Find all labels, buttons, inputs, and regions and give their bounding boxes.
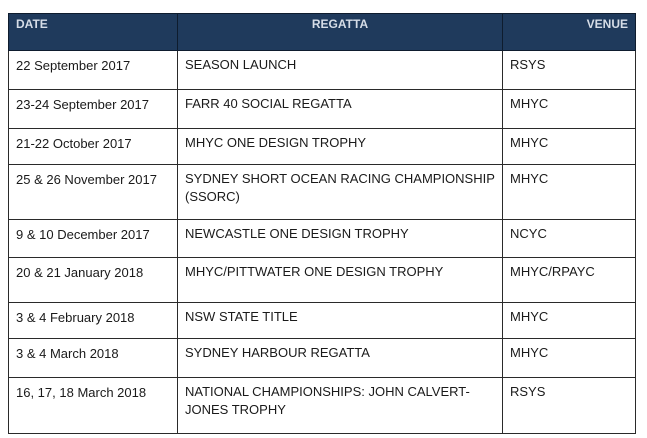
table-row: [9, 339, 636, 378]
cell-venue: MHYC: [503, 129, 636, 165]
cell-regatta: FARR 40 SOCIAL REGATTA: [178, 90, 503, 129]
cell-regatta: SYDNEY HARBOUR REGATTA: [178, 339, 503, 378]
cell-date: 3 & 4 February 2018: [9, 303, 178, 339]
cell-venue: RSYS: [503, 378, 636, 434]
header-date: DATE: [9, 14, 178, 51]
cell-venue: MHYC/RPAYC: [503, 258, 636, 303]
cell-date: 22 September 2017: [9, 51, 178, 90]
cell-venue: MHYC: [503, 303, 636, 339]
cell-venue: NCYC: [503, 220, 636, 258]
table-row: [9, 90, 636, 129]
table-row: [9, 303, 636, 339]
header-row: [9, 14, 636, 51]
cell-regatta: SEASON LAUNCH: [178, 51, 503, 90]
cell-date: 20 & 21 January 2018: [9, 258, 178, 303]
table-row: [9, 129, 636, 165]
table-row: [9, 165, 636, 220]
table-row: [9, 258, 636, 303]
cell-regatta: NATIONAL CHAMPIONSHIPS: JOHN CALVERT-JONES TROPHY: [178, 378, 503, 434]
table-row: [9, 378, 636, 434]
regatta-schedule-table: [8, 13, 636, 434]
cell-date: 3 & 4 March 2018: [9, 339, 178, 378]
table-header: [9, 14, 636, 51]
header-venue: VENUE: [503, 14, 636, 51]
cell-date: 9 & 10 December 2017: [9, 220, 178, 258]
cell-venue: MHYC: [503, 165, 636, 220]
header-regatta: REGATTA: [178, 14, 503, 51]
cell-date: 23-24 September 2017: [9, 90, 178, 129]
cell-regatta: NEWCASTLE ONE DESIGN TROPHY: [178, 220, 503, 258]
cell-regatta: MHYC ONE DESIGN TROPHY: [178, 129, 503, 165]
cell-regatta: MHYC/PITTWATER ONE DESIGN TROPHY: [178, 258, 503, 303]
cell-date: 16, 17, 18 March 2018: [9, 378, 178, 434]
cell-date: 25 & 26 November 2017: [9, 165, 178, 220]
cell-regatta: SYDNEY SHORT OCEAN RACING CHAMPIONSHIP (SSORC): [178, 165, 503, 220]
cell-venue: MHYC: [503, 90, 636, 129]
table-row: [9, 51, 636, 90]
table-row: [9, 220, 636, 258]
cell-venue: RSYS: [503, 51, 636, 90]
cell-date: 21-22 October 2017: [9, 129, 178, 165]
cell-venue: MHYC: [503, 339, 636, 378]
cell-regatta: NSW STATE TITLE: [178, 303, 503, 339]
table-body: [9, 51, 636, 434]
